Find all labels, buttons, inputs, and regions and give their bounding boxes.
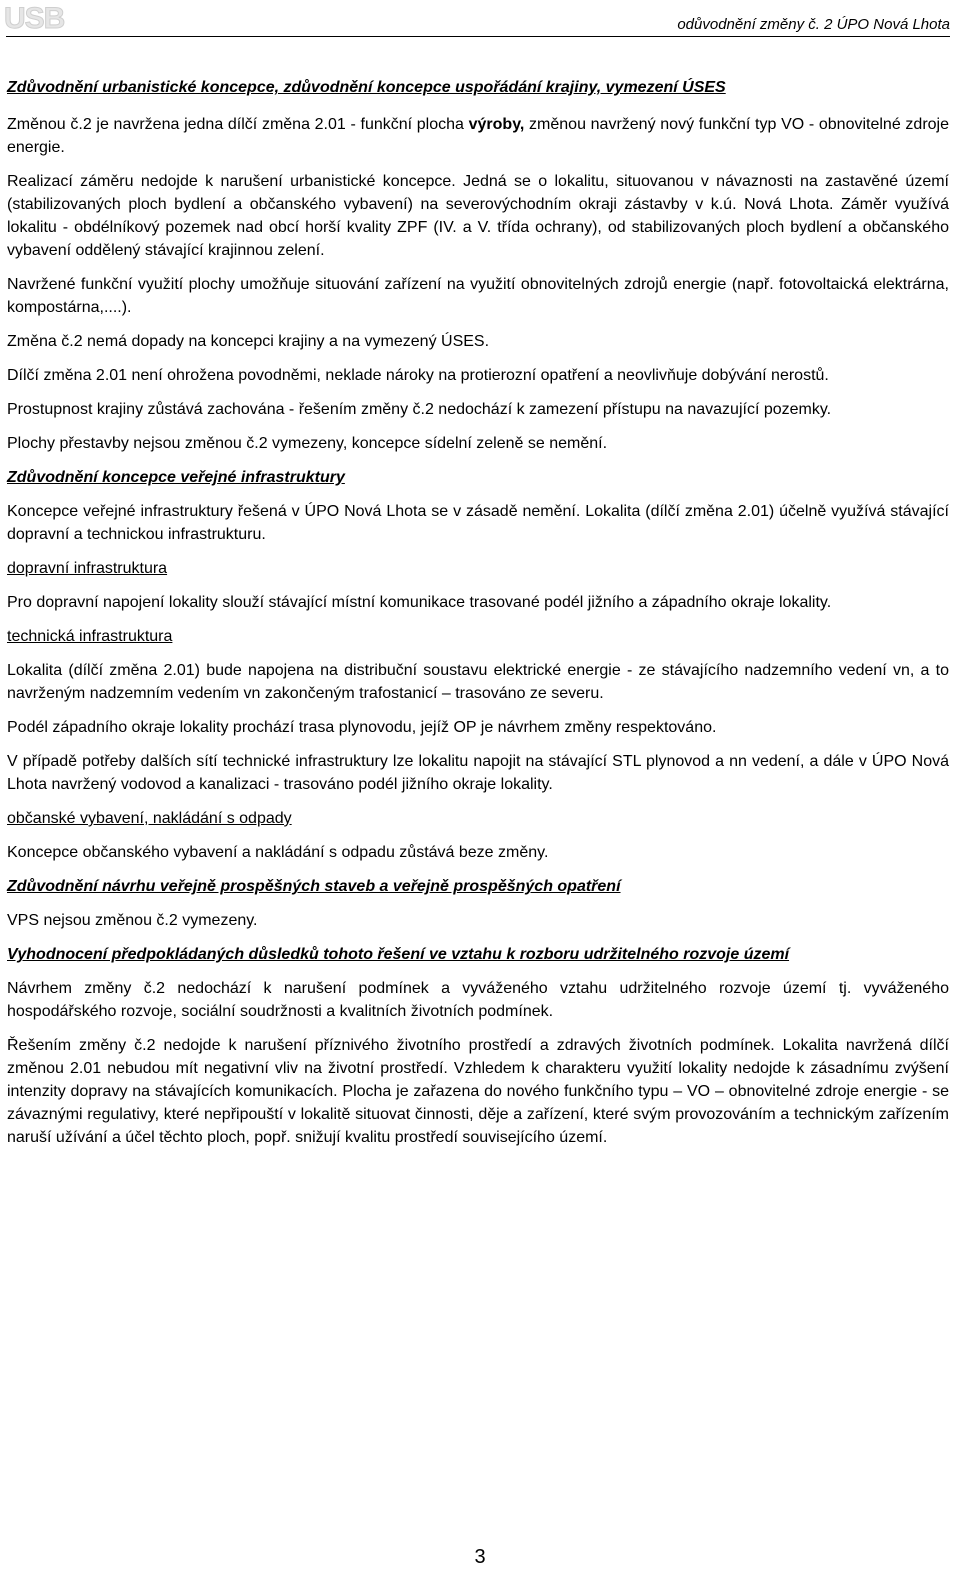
paragraph-sustainable-development: Návrhem změny č.2 nedochází k narušení podmínek a vyváženého vztahu udržitelného rozvoje území tj. vyváženého hospodářského rozvoje, sociální soudržnosti a kvalitních životních podmínek.	[7, 980, 949, 1020]
paragraph-vps: VPS nejsou změnou č.2 vymezeny.	[7, 912, 258, 929]
subheading-civic-waste: občanské vybavení, nakládání s odpady	[7, 810, 292, 827]
paragraph-redevelopment: Plochy přestavby nejsou změnou č.2 vymezeny, koncepce sídelní zeleně se nemění.	[7, 435, 608, 452]
running-header: odůvodnění změny č. 2 ÚPO Nová Lhota	[677, 16, 950, 33]
paragraph-text: změnou navržený nový funkční typ VO - obnovitelné zdroje energie.	[7, 116, 949, 156]
subheading-technical: technická infrastruktura	[7, 628, 173, 645]
paragraph-environment: Řešením změny č.2 nedojde k narušení příznivého životního prostředí a zdravých životních podmínek. Lokalita navržená dílčí změnou 2.01 nebudou mít negativní vliv na životní prostředí. Vzhledem k charakteru využití lokality nedojde k zásadnímu zvýšení intenzity dopravy na stávajících komunikacích. Plocha je zařazena do nového funkčního typu – VO – obnovitelné zdroje energie - se závaznými regulativy, které nepřipouští v lokalitě situovat činnosti, děje a zařízení, které svým provozováním a technickým zařízením naruší užívání a účel těchto ploch, popř. snižují kvalitu prostředí souvisejícího území.	[7, 1037, 949, 1146]
paragraph-landscape: Změna č.2 nemá dopady na koncepci krajiny a na vymezený ÚSES.	[7, 333, 490, 350]
page-number: 3	[474, 1546, 486, 1568]
heading-public-infrastructure: Zdůvodnění koncepce veřejné infrastruktury	[7, 469, 345, 486]
paragraph-text: Změnou č.2 je navržena jedna dílčí změna 2.01 - funkční plocha	[7, 116, 469, 133]
paragraph-change-overview	[7, 113, 949, 159]
document-body	[7, 76, 949, 1160]
heading-urbanistic-concept: Zdůvodnění urbanistické koncepce, zdůvodnění koncepce uspořádání krajiny, vymezení ÚSES	[7, 79, 726, 96]
paragraph-functional-use: Navržené funkční využití plochy umožňuje situování zařízení na využití obnovitelných zdrojů energie (např. fotovoltaická elektrárna, kompostárna,....).	[7, 276, 949, 316]
paragraph-civic-waste: Koncepce občanského vybavení a nakládání s odpadu zůstává beze změny.	[7, 844, 549, 861]
subheading-transport: dopravní infrastruktura	[7, 560, 168, 577]
paragraph-infrastructure-concept: Koncepce veřejné infrastruktury řešená v ÚPO Nová Lhota se v zásadě nemění. Lokalita (dílčí změna 2.01) účelně využívá stávající dopravní a technickou infrastrukturu.	[7, 503, 949, 543]
paragraph-networks: V případě potřeby dalších sítí technické infrastruktury lze lokalitu napojit na stávající STL plynovod a nn vedení, a dále v ÚPO Nová Lhota navržený vodovod a kanalizaci - trasováno podél jižního okraje lokality.	[7, 753, 949, 793]
paragraph-transport: Pro dopravní napojení lokality slouží stávající místní komunikace trasované podél jižního a západního okraje lokality.	[7, 594, 832, 611]
heading-public-benefit: Zdůvodnění návrhu veřejně prospěšných staveb a veřejně prospěšných opatření	[7, 878, 621, 895]
paragraph-gas-pipeline: Podél západního okraje lokality prochází trasa plynovodu, jejíž OP je návrhem změny respektováno.	[7, 719, 717, 736]
paragraph-urban-concept: Realizací záměru nedojde k narušení urbanistické koncepce. Jedná se o lokalitu, situovanou v návaznosti na zastavěné území (stabilizovaných ploch bydlení a občanského vybavení) na severovýchodním okraji zástavby v k.ú. Nová Lhota. Záměr využívá lokalitu - obdélníkový pozemek nad obcí horší kvality ZPF (IV. a V. třída ochrany), od stabilizovaných ploch bydlení a občanského vybavení oddělený stávající krajinnou zelení.	[7, 173, 949, 259]
emphasis-text: výroby,	[468, 116, 525, 133]
heading-sustainability: Vyhodnocení předpokládaných důsledků tohoto řešení ve vztahu k rozboru udržitelného rozvoje území	[7, 946, 790, 963]
paragraph-electricity: Lokalita (dílčí změna 2.01) bude napojena na distribuční soustavu elektrické energie - ze stávajícího nadzemního vedení vn, a to navrženým nadzemním vedením vn zakončeným trafostanicí – trasováno ze severu.	[7, 662, 949, 702]
header-divider	[6, 36, 950, 37]
paragraph-permeability: Prostupnost krajiny zůstává zachována - řešením změny č.2 nedochází k zamezení přístupu na navazující pozemky.	[7, 401, 832, 418]
usb-logo: USB	[4, 2, 65, 35]
paragraph-flood: Dílčí změna 2.01 není ohrožena povodněmi, neklade nároky na protierozní opatření a neovlivňuje dobývání nerostů.	[7, 367, 829, 384]
